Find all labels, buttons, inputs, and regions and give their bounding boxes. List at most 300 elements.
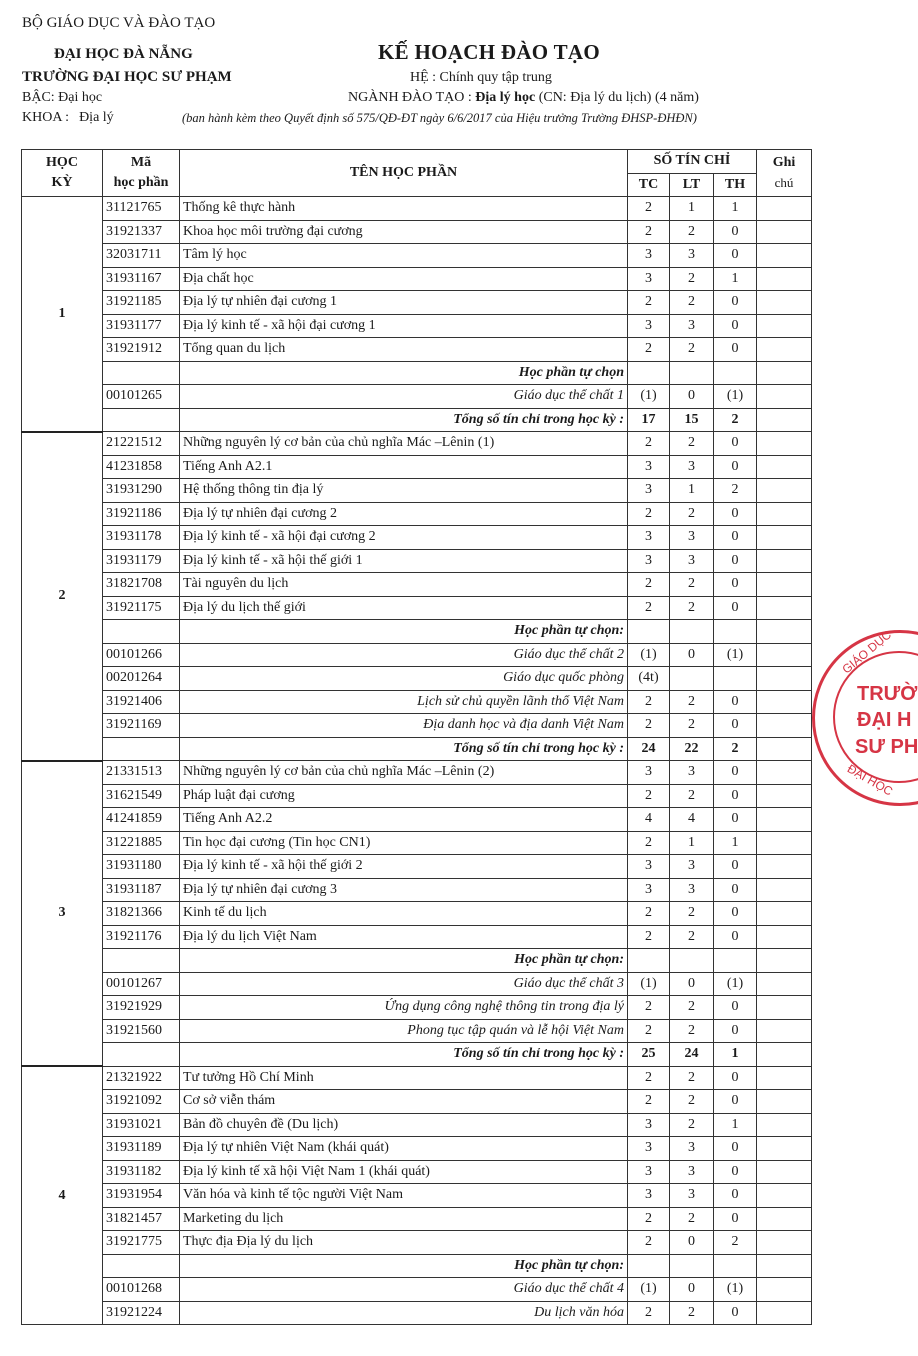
course-name: Tiếng Anh A2.1 bbox=[180, 455, 628, 479]
semester-total-row bbox=[22, 737, 812, 761]
credits-tc: 2 bbox=[628, 1301, 670, 1325]
note-cell bbox=[757, 267, 812, 291]
credits-tc: 17 bbox=[628, 408, 670, 432]
credits-lt: 3 bbox=[670, 314, 714, 338]
credits-tc bbox=[628, 949, 670, 973]
course-name: Địa lý kinh tế - xã hội thế giới 1 bbox=[180, 549, 628, 573]
credits-lt: 3 bbox=[670, 855, 714, 879]
major bbox=[348, 90, 699, 106]
note-cell bbox=[757, 667, 812, 691]
credits-lt: 2 bbox=[670, 267, 714, 291]
credits-lt: 0 bbox=[670, 972, 714, 996]
course-code: 31931179 bbox=[103, 549, 180, 573]
credits-tc: 2 bbox=[628, 220, 670, 244]
course-code bbox=[103, 1043, 180, 1067]
course-name: Địa lý tự nhiên đại cương 3 bbox=[180, 878, 628, 902]
note-cell bbox=[757, 737, 812, 761]
credits-lt: 0 bbox=[670, 643, 714, 667]
note-cell bbox=[757, 291, 812, 315]
course-code: 31921560 bbox=[103, 1019, 180, 1043]
credits-lt: 0 bbox=[670, 1231, 714, 1255]
credits-th: 0 bbox=[714, 244, 757, 268]
credits-lt: 1 bbox=[670, 197, 714, 221]
credits-th: 0 bbox=[714, 549, 757, 573]
table-row bbox=[22, 643, 812, 667]
credits-tc: 3 bbox=[628, 549, 670, 573]
table-row bbox=[22, 1019, 812, 1043]
credits-lt: 2 bbox=[670, 1113, 714, 1137]
course-name: Pháp luật đại cương bbox=[180, 784, 628, 808]
credits-th: 0 bbox=[714, 714, 757, 738]
credits-tc: 3 bbox=[628, 526, 670, 550]
credits-th: 0 bbox=[714, 338, 757, 362]
credits-lt: 0 bbox=[670, 1278, 714, 1302]
course-code: 31931187 bbox=[103, 878, 180, 902]
credits-lt: 2 bbox=[670, 432, 714, 456]
credits-th: 1 bbox=[714, 1043, 757, 1067]
course-code: 31121765 bbox=[103, 197, 180, 221]
note-cell bbox=[757, 1301, 812, 1325]
credits-tc: 3 bbox=[628, 244, 670, 268]
semester-cell: 4 bbox=[22, 1066, 103, 1325]
lt-header: LT bbox=[670, 173, 714, 197]
table-row bbox=[22, 596, 812, 620]
course-name: Địa lý tự nhiên đại cương 2 bbox=[180, 502, 628, 526]
credits-th: 0 bbox=[714, 808, 757, 832]
note-cell bbox=[757, 1043, 812, 1067]
credits-th: 0 bbox=[714, 314, 757, 338]
credits-th: 2 bbox=[714, 737, 757, 761]
tc-header: TC bbox=[628, 173, 670, 197]
credits-tc: 4 bbox=[628, 808, 670, 832]
credits-th: 0 bbox=[714, 1066, 757, 1090]
credits-lt: 2 bbox=[670, 1301, 714, 1325]
credits-lt: 24 bbox=[670, 1043, 714, 1067]
note-cell bbox=[757, 1231, 812, 1255]
course-name: Phong tục tập quán và lễ hội Việt Nam bbox=[180, 1019, 628, 1043]
credits-tc: 3 bbox=[628, 855, 670, 879]
credits-lt: 22 bbox=[670, 737, 714, 761]
table-row bbox=[22, 1231, 812, 1255]
table-row bbox=[22, 878, 812, 902]
credits-lt: 3 bbox=[670, 1184, 714, 1208]
table-row bbox=[22, 949, 812, 973]
course-name: Du lịch văn hóa bbox=[180, 1301, 628, 1325]
education-level: BẬC: Đại học bbox=[22, 90, 103, 105]
course-name: Ứng dụng công nghệ thông tin trong địa lý bbox=[180, 996, 628, 1020]
table-row bbox=[22, 1184, 812, 1208]
credits-th: 0 bbox=[714, 761, 757, 785]
table-row bbox=[22, 197, 812, 221]
credits-tc: 2 bbox=[628, 338, 670, 362]
table-row bbox=[22, 1278, 812, 1302]
credits-lt bbox=[670, 361, 714, 385]
note-cell bbox=[757, 1184, 812, 1208]
course-name: Những nguyên lý cơ bản của chủ nghĩa Mác –Lênin (1) bbox=[180, 432, 628, 456]
note-cell bbox=[757, 690, 812, 714]
credits-tc: 2 bbox=[628, 1207, 670, 1231]
course-code: 31821366 bbox=[103, 902, 180, 926]
note-cell bbox=[757, 1066, 812, 1090]
course-name: Địa chất học bbox=[180, 267, 628, 291]
credits-th bbox=[714, 620, 757, 644]
credits-lt: 3 bbox=[670, 878, 714, 902]
note-cell bbox=[757, 385, 812, 409]
course-code bbox=[103, 949, 180, 973]
table-row bbox=[22, 831, 812, 855]
note-cell bbox=[757, 1278, 812, 1302]
table-row bbox=[22, 573, 812, 597]
note-cell bbox=[757, 972, 812, 996]
note-cell bbox=[757, 925, 812, 949]
credits-header: SỐ TÍN CHỈ bbox=[628, 150, 757, 174]
credits-tc: 3 bbox=[628, 314, 670, 338]
credits-th: 0 bbox=[714, 1301, 757, 1325]
course-name: Địa lý tự nhiên đại cương 1 bbox=[180, 291, 628, 315]
credits-lt: 2 bbox=[670, 690, 714, 714]
school-name: TRƯỜNG ĐẠI HỌC SƯ PHẠM bbox=[22, 69, 232, 85]
credits-th: 0 bbox=[714, 1137, 757, 1161]
course-name: Thực địa Địa lý du lịch bbox=[180, 1231, 628, 1255]
table-row bbox=[22, 244, 812, 268]
credits-th: 0 bbox=[714, 455, 757, 479]
credits-lt: 3 bbox=[670, 244, 714, 268]
note-cell bbox=[757, 220, 812, 244]
credits-th bbox=[714, 949, 757, 973]
credits-th bbox=[714, 361, 757, 385]
note-cell bbox=[757, 596, 812, 620]
course-code: 31821457 bbox=[103, 1207, 180, 1231]
note-cell bbox=[757, 1137, 812, 1161]
credits-th: 0 bbox=[714, 526, 757, 550]
note-cell bbox=[757, 1254, 812, 1278]
table-row bbox=[22, 338, 812, 362]
course-name: Học phần tự chọn: bbox=[180, 1254, 628, 1278]
course-code: 31931180 bbox=[103, 855, 180, 879]
credits-tc: 3 bbox=[628, 1184, 670, 1208]
course-name: Giáo dục thể chất 3 bbox=[180, 972, 628, 996]
semester-cell: 1 bbox=[22, 197, 103, 432]
course-code: 31921186 bbox=[103, 502, 180, 526]
major-name: Địa lý học bbox=[475, 90, 536, 105]
course-name: Thống kê thực hành bbox=[180, 197, 628, 221]
credits-tc: 3 bbox=[628, 479, 670, 503]
course-name: Địa lý kinh tế - xã hội thế giới 2 bbox=[180, 855, 628, 879]
table-row bbox=[22, 690, 812, 714]
credits-lt: 3 bbox=[670, 455, 714, 479]
note-cell bbox=[757, 479, 812, 503]
credits-lt: 3 bbox=[670, 1160, 714, 1184]
table-row bbox=[22, 314, 812, 338]
department bbox=[22, 110, 114, 126]
course-name: Lịch sử chủ quyền lãnh thổ Việt Nam bbox=[180, 690, 628, 714]
credits-lt bbox=[670, 620, 714, 644]
credits-th bbox=[714, 1254, 757, 1278]
course-name: Giáo dục thể chất 1 bbox=[180, 385, 628, 409]
note-cell bbox=[757, 314, 812, 338]
table-row bbox=[22, 667, 812, 691]
course-name: Địa danh học và địa danh Việt Nam bbox=[180, 714, 628, 738]
course-code: 31921337 bbox=[103, 220, 180, 244]
course-name: Học phần tự chọn bbox=[180, 361, 628, 385]
th-header: TH bbox=[714, 173, 757, 197]
course-name: Những nguyên lý cơ bản của chủ nghĩa Mác –Lênin (2) bbox=[180, 761, 628, 785]
note-cell bbox=[757, 1207, 812, 1231]
credits-lt: 2 bbox=[670, 220, 714, 244]
credits-lt: 2 bbox=[670, 1066, 714, 1090]
note-cell bbox=[757, 855, 812, 879]
credits-lt: 0 bbox=[670, 385, 714, 409]
credits-th bbox=[714, 667, 757, 691]
credits-tc: 2 bbox=[628, 596, 670, 620]
semester-header: HỌC KỲ bbox=[22, 150, 103, 197]
course-name: Giáo dục thể chất 4 bbox=[180, 1278, 628, 1302]
course-code: 31931177 bbox=[103, 314, 180, 338]
credits-tc: 2 bbox=[628, 197, 670, 221]
credits-th: (1) bbox=[714, 1278, 757, 1302]
course-code: 41241859 bbox=[103, 808, 180, 832]
credits-th: 0 bbox=[714, 1090, 757, 1114]
note-cell bbox=[757, 338, 812, 362]
note-cell bbox=[757, 902, 812, 926]
credits-lt: 2 bbox=[670, 714, 714, 738]
credits-th: 0 bbox=[714, 855, 757, 879]
credits-th: 0 bbox=[714, 502, 757, 526]
credits-lt: 1 bbox=[670, 831, 714, 855]
table-row bbox=[22, 972, 812, 996]
credits-lt: 1 bbox=[670, 479, 714, 503]
credits-th: 0 bbox=[714, 1019, 757, 1043]
note-cell bbox=[757, 549, 812, 573]
credits-th: 1 bbox=[714, 267, 757, 291]
credits-lt bbox=[670, 1254, 714, 1278]
table-row bbox=[22, 808, 812, 832]
note-cell bbox=[757, 455, 812, 479]
table-row bbox=[22, 1137, 812, 1161]
stamp-arc-bottom: ĐẠI HỌC bbox=[844, 761, 896, 799]
credits-tc bbox=[628, 620, 670, 644]
semester-cell: 3 bbox=[22, 761, 103, 1067]
course-code: 31921175 bbox=[103, 596, 180, 620]
table-row bbox=[22, 1113, 812, 1137]
credits-lt: 3 bbox=[670, 549, 714, 573]
table-body bbox=[22, 197, 812, 1325]
credits-tc bbox=[628, 1254, 670, 1278]
table-row bbox=[22, 479, 812, 503]
course-code: 31931021 bbox=[103, 1113, 180, 1137]
note-cell bbox=[757, 502, 812, 526]
course-name: Bản đồ chuyên đề (Du lịch) bbox=[180, 1113, 628, 1137]
note-cell bbox=[757, 1019, 812, 1043]
department-label: KHOA : bbox=[22, 110, 70, 125]
stamp-line-1: TRƯỜ bbox=[857, 683, 918, 705]
credits-th: 0 bbox=[714, 596, 757, 620]
credits-lt: 2 bbox=[670, 996, 714, 1020]
note-cell bbox=[757, 714, 812, 738]
note-cell bbox=[757, 878, 812, 902]
course-name: Địa lý kinh tế xã hội Việt Nam 1 (khái quát) bbox=[180, 1160, 628, 1184]
table-row bbox=[22, 267, 812, 291]
credits-lt bbox=[670, 949, 714, 973]
course-name: Tiếng Anh A2.2 bbox=[180, 808, 628, 832]
course-code: 31931290 bbox=[103, 479, 180, 503]
table-row bbox=[22, 1254, 812, 1278]
credits-tc: 3 bbox=[628, 761, 670, 785]
major-extra: (CN: Địa lý du lịch) (4 năm) bbox=[538, 90, 699, 105]
note-cell bbox=[757, 244, 812, 268]
credits-lt: 3 bbox=[670, 1137, 714, 1161]
note-header: Ghi chú bbox=[757, 150, 812, 197]
credits-tc: 2 bbox=[628, 714, 670, 738]
semester-total-row bbox=[22, 1043, 812, 1067]
note-cell bbox=[757, 784, 812, 808]
credits-th: (1) bbox=[714, 972, 757, 996]
table-row bbox=[22, 526, 812, 550]
credits-th: 0 bbox=[714, 996, 757, 1020]
note-cell bbox=[757, 526, 812, 550]
decision-note: (ban hành kèm theo Quyết định số 575/QĐ-ĐT ngày 6/6/2017 của Hiệu trưởng Trường ĐHSP-ĐHĐN) bbox=[182, 111, 697, 125]
credits-lt: 2 bbox=[670, 338, 714, 362]
course-name: Tài nguyên du lịch bbox=[180, 573, 628, 597]
credits-lt: 2 bbox=[670, 291, 714, 315]
credits-th: 0 bbox=[714, 925, 757, 949]
credits-tc: 2 bbox=[628, 291, 670, 315]
table-row bbox=[22, 620, 812, 644]
course-name: Địa lý kinh tế - xã hội đại cương 1 bbox=[180, 314, 628, 338]
credits-th: 2 bbox=[714, 1231, 757, 1255]
semester-total-row bbox=[22, 408, 812, 432]
credits-tc: 2 bbox=[628, 925, 670, 949]
credits-tc: 2 bbox=[628, 573, 670, 597]
table-header-row bbox=[22, 150, 812, 174]
course-name: Giáo dục quốc phòng bbox=[180, 667, 628, 691]
credits-tc: (4t) bbox=[628, 667, 670, 691]
course-code: 21331513 bbox=[103, 761, 180, 785]
course-name: Khoa học môi trường đại cương bbox=[180, 220, 628, 244]
note-cell bbox=[757, 573, 812, 597]
credits-th: 1 bbox=[714, 1113, 757, 1137]
note-cell bbox=[757, 1113, 812, 1137]
credits-lt: 4 bbox=[670, 808, 714, 832]
course-code bbox=[103, 361, 180, 385]
table-row bbox=[22, 714, 812, 738]
note-cell bbox=[757, 996, 812, 1020]
table-row bbox=[22, 291, 812, 315]
course-name: Văn hóa và kinh tế tộc người Việt Nam bbox=[180, 1184, 628, 1208]
credits-th: 1 bbox=[714, 831, 757, 855]
official-stamp bbox=[812, 627, 918, 806]
note-cell bbox=[757, 761, 812, 785]
credits-lt: 2 bbox=[670, 925, 714, 949]
table-row bbox=[22, 1301, 812, 1325]
note-cell bbox=[757, 432, 812, 456]
credits-tc: 2 bbox=[628, 1019, 670, 1043]
course-code: 31931954 bbox=[103, 1184, 180, 1208]
semester-cell: 2 bbox=[22, 432, 103, 761]
credits-lt: 15 bbox=[670, 408, 714, 432]
stamp-line-2: ĐẠI H bbox=[857, 709, 912, 731]
course-name: Địa lý du lịch Việt Nam bbox=[180, 925, 628, 949]
note-cell bbox=[757, 1090, 812, 1114]
credits-tc: 2 bbox=[628, 1231, 670, 1255]
department-value: Địa lý bbox=[79, 110, 114, 125]
course-name: Học phần tự chọn: bbox=[180, 620, 628, 644]
credits-th: 0 bbox=[714, 573, 757, 597]
credits-lt: 3 bbox=[670, 526, 714, 550]
credits-th: 2 bbox=[714, 408, 757, 432]
table-row bbox=[22, 455, 812, 479]
course-name: Marketing du lịch bbox=[180, 1207, 628, 1231]
course-name: Hệ thống thông tin địa lý bbox=[180, 479, 628, 503]
credits-th: 0 bbox=[714, 1184, 757, 1208]
credits-tc: 24 bbox=[628, 737, 670, 761]
table-row bbox=[22, 784, 812, 808]
page-title: KẾ HOẠCH ĐÀO TẠO bbox=[378, 40, 601, 64]
note-cell bbox=[757, 408, 812, 432]
credits-tc: 3 bbox=[628, 878, 670, 902]
table-row bbox=[22, 1160, 812, 1184]
note-cell bbox=[757, 197, 812, 221]
credits-tc: 2 bbox=[628, 502, 670, 526]
table-row bbox=[22, 432, 812, 456]
credits-tc: 2 bbox=[628, 1066, 670, 1090]
course-code bbox=[103, 737, 180, 761]
credits-tc: 2 bbox=[628, 784, 670, 808]
course-code: 31921224 bbox=[103, 1301, 180, 1325]
note-cell bbox=[757, 949, 812, 973]
note-cell bbox=[757, 643, 812, 667]
table-row bbox=[22, 925, 812, 949]
credits-lt bbox=[670, 667, 714, 691]
course-code: 31921176 bbox=[103, 925, 180, 949]
credits-tc: 2 bbox=[628, 432, 670, 456]
course-code: 31931189 bbox=[103, 1137, 180, 1161]
course-code: 21221512 bbox=[103, 432, 180, 456]
table-row bbox=[22, 902, 812, 926]
course-code: 00201264 bbox=[103, 667, 180, 691]
course-name: Tâm lý học bbox=[180, 244, 628, 268]
credits-th: 1 bbox=[714, 197, 757, 221]
credits-tc: 25 bbox=[628, 1043, 670, 1067]
credits-tc: (1) bbox=[628, 643, 670, 667]
credits-lt: 2 bbox=[670, 573, 714, 597]
table-row bbox=[22, 502, 812, 526]
credits-tc: 3 bbox=[628, 267, 670, 291]
course-code: 31921406 bbox=[103, 690, 180, 714]
course-name: Kinh tế du lịch bbox=[180, 902, 628, 926]
table-row bbox=[22, 761, 812, 785]
course-code: 31931178 bbox=[103, 526, 180, 550]
course-code: 00101268 bbox=[103, 1278, 180, 1302]
course-code: 31921092 bbox=[103, 1090, 180, 1114]
credits-th: (1) bbox=[714, 643, 757, 667]
course-code: 31921912 bbox=[103, 338, 180, 362]
table-row bbox=[22, 361, 812, 385]
course-code: 31931182 bbox=[103, 1160, 180, 1184]
course-code: 31921169 bbox=[103, 714, 180, 738]
course-code: 32031711 bbox=[103, 244, 180, 268]
credits-th: 0 bbox=[714, 220, 757, 244]
university-name: ĐẠI HỌC ĐÀ NẴNG bbox=[54, 46, 193, 62]
table-row bbox=[22, 549, 812, 573]
ministry-name: BỘ GIÁO DỤC VÀ ĐÀO TẠO bbox=[22, 15, 216, 31]
course-name: Tin học đại cương (Tin học CN1) bbox=[180, 831, 628, 855]
credits-lt: 2 bbox=[670, 784, 714, 808]
table-row bbox=[22, 1066, 812, 1090]
credits-tc: 2 bbox=[628, 690, 670, 714]
course-name: Học phần tự chọn: bbox=[180, 949, 628, 973]
credits-th: 0 bbox=[714, 291, 757, 315]
